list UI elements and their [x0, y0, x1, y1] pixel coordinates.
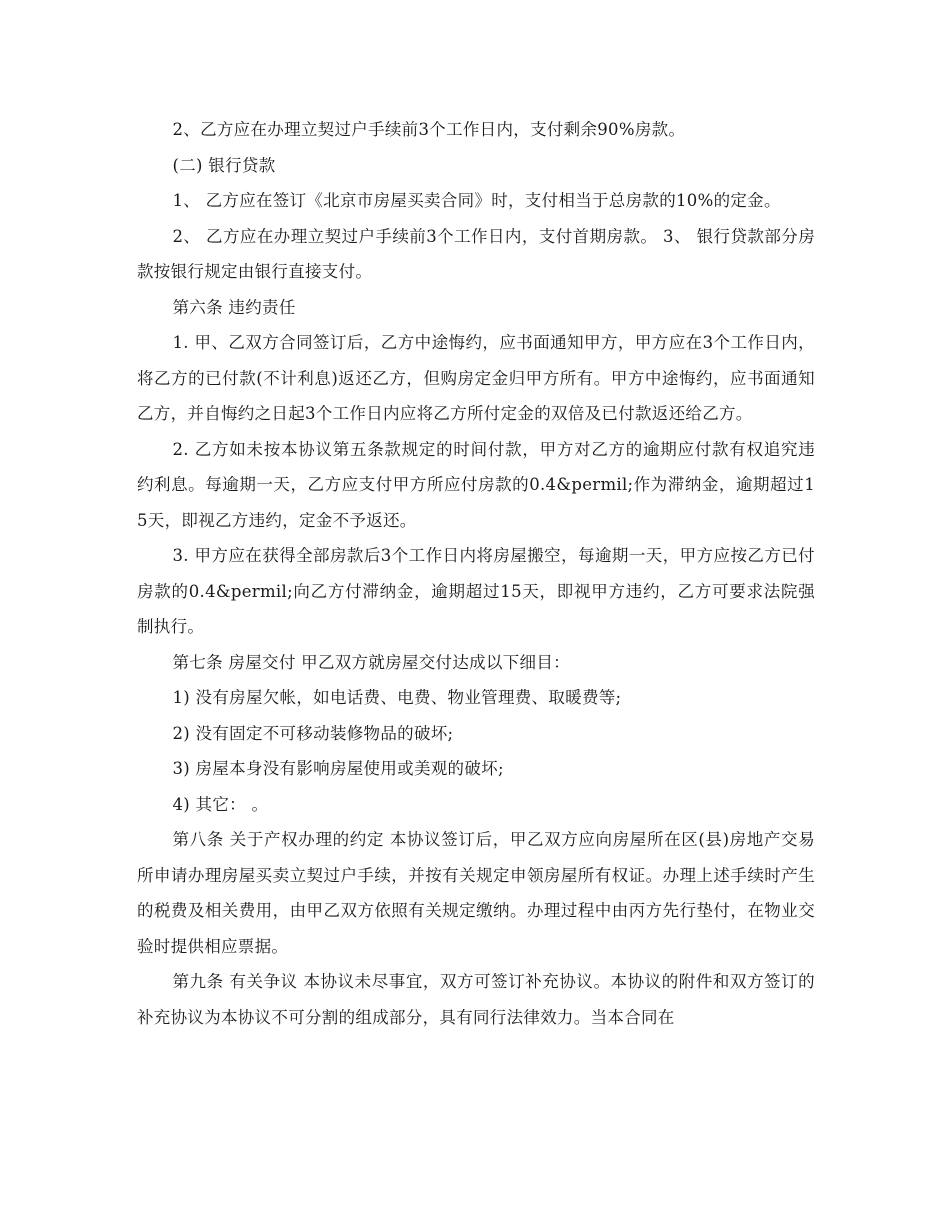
paragraph-payment-remaining: 2、乙方应在办理立契过户手续前3个工作日内，支付剩余90%房款。 — [172, 120, 686, 139]
list-item-no-damage-house: 3) 房屋本身没有影响房屋使用或美观的破坏; — [172, 759, 504, 778]
paragraph-down-payment: 2、 乙方应在办理立契过户手续前3个工作日内，支付首期房款。 3、 银行贷款部分房款按银行规定由银行直接支付。 — [137, 226, 815, 281]
paragraph-deposit: 1、 乙方应在签订《北京市房屋买卖合同》时，支付相当于总房款的10%的定金。 — [172, 191, 781, 210]
paragraph-article-9: 第九条 有关争议 本协议未尽事宜，双方可签订补充协议。本协议的附件和双方签订的补充协议为本协议不可分割的组成部分，具有同行法律效力。当本合同在 — [137, 972, 815, 1027]
paragraph-breach-2: 2. 乙方如未按本协议第五条款规定的时间付款，甲方对乙方的逾期应付款有权追究违约利息。每逾期一天，乙方应支付甲方所应付房款的0.4&permil;作为滞纳金，逾期超过15天，即视乙方违约，定金不予返还。 — [137, 439, 815, 530]
list-item-no-damage-fixtures: 2) 没有固定不可移动装修物品的破坏; — [172, 723, 454, 743]
paragraph-breach-1: 1. 甲、乙双方合同签订后，乙方中途悔约，应书面通知甲方，甲方应在3个工作日内，将乙方的已付款(不计利息)返还乙方，但购房定金归甲方所有。甲方中途悔约，应书面通知乙方，并自悔约之日起3个工作日内应将乙方所付定金的双倍及已付款返还给乙方。 — [137, 333, 815, 423]
list-item-other: 4) 其它： 。 — [172, 794, 269, 814]
section-heading-article-6: 第六条 违约责任 — [172, 297, 296, 317]
paragraph-article-8: 第八条 关于产权办理的约定 本协议签订后，甲乙双方应向房屋所在区(县)房地产交易所申请办理房屋买卖立契过户手续，并按有关规定申领房屋所有权证。办理上述手续时产生的税费及相关费用，由甲乙双方依照有关规定缴纳。办理过程中由丙方先行垫付，在物业交验时提供相应票据。 — [137, 830, 815, 956]
section-heading-article-7: 第七条 房屋交付 甲乙双方就房屋交付达成以下细目： — [172, 652, 570, 672]
paragraph-bank-loan-heading: (二) 银行贷款 — [172, 155, 276, 175]
paragraph-breach-3: 3. 甲方应在获得全部房款后3个工作日内将房屋搬空，每逾期一天，甲方应按乙方已付房款的0.4&permil;向乙方付滞纳金，逾期超过15天，即视甲方违约，乙方可要求法院强制执行。 — [137, 546, 815, 636]
document-body — [137, 112, 815, 1035]
list-item-no-arrears: 1) 没有房屋欠帐，如电话费、电费、物业管理费、取暖费等; — [172, 688, 622, 707]
